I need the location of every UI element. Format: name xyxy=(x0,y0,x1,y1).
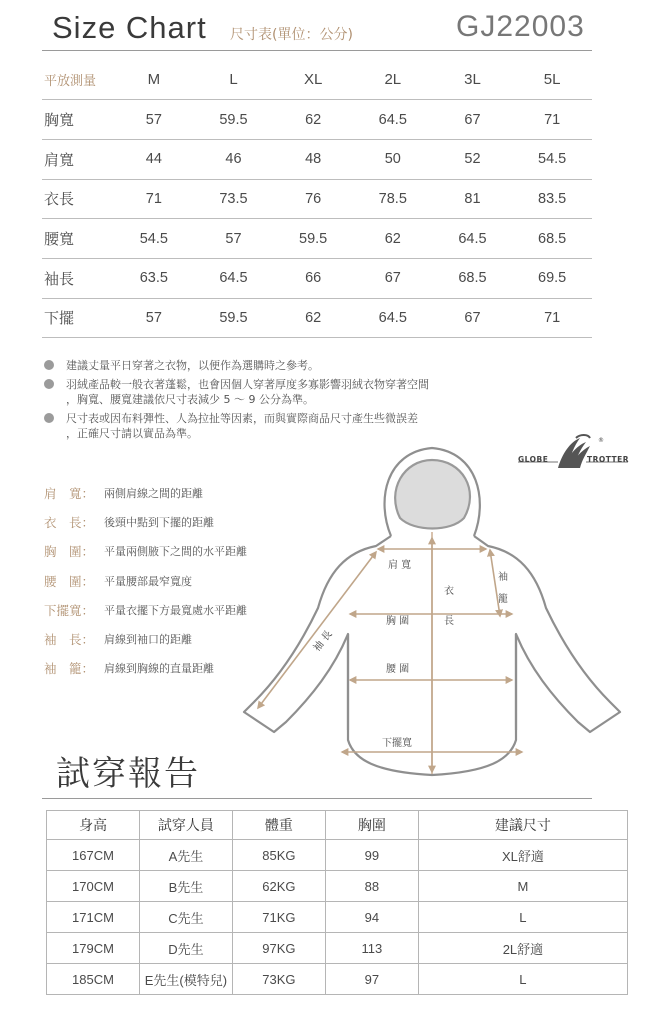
column-header: 體重 xyxy=(232,811,325,840)
definition-text: 肩線到袖口的距離 xyxy=(104,632,192,646)
definition-text: 平量腰部最窄寬度 xyxy=(104,574,192,588)
fitting-report-divider xyxy=(42,798,592,799)
registered-mark: ® xyxy=(598,437,604,444)
definition-text: 兩側肩線之間的距離 xyxy=(104,487,203,500)
notes-list xyxy=(44,358,564,445)
table-cell: 62 xyxy=(273,100,353,140)
measure-label: 衣長 xyxy=(42,179,114,219)
size-header: 3L xyxy=(433,60,513,100)
table-cell: 97 xyxy=(325,964,418,995)
diagram-label-armhole: 袖 xyxy=(498,572,508,583)
table-cell: 83.5 xyxy=(512,179,592,219)
size-header: M xyxy=(114,60,194,100)
table-cell: 167CM xyxy=(47,840,140,871)
table-cell: 71KG xyxy=(232,902,325,933)
note-line: ，胸寬、腰寬建議依尺寸表減少 5 ～ 9 公分為準。 xyxy=(66,393,314,406)
table-cell: 78.5 xyxy=(353,179,433,219)
note-line: ，正確尺寸請以實品為準。 xyxy=(66,427,198,440)
unit-subtitle: 尺寸表(單位：公分) xyxy=(230,27,353,43)
table-cell: 97KG xyxy=(232,933,325,964)
table-cell: 57 xyxy=(114,298,194,338)
size-header: L xyxy=(194,60,274,100)
diagram-label-waist: 腰 圍 xyxy=(386,664,410,675)
table-cell: D先生 xyxy=(139,933,232,964)
table-cell: 59.5 xyxy=(194,100,274,140)
note-item xyxy=(44,377,564,407)
table-cell: C先生 xyxy=(139,902,232,933)
measure-label: 袖長 xyxy=(42,258,114,298)
fitting-report-title: 試穿報告 xyxy=(56,754,200,794)
table-cell: 48 xyxy=(273,139,353,179)
product-code: GJ22003 xyxy=(456,10,585,43)
note-line: 羽絨產品較一般衣著蓬鬆，也會因個人穿著厚度多寡影響羽絨衣物穿著空間 xyxy=(66,378,429,391)
table-row xyxy=(42,100,592,140)
table-row xyxy=(42,219,592,259)
diagram-label-sleeve: 袖 長 xyxy=(311,628,335,654)
header xyxy=(0,0,650,55)
note-line: 尺寸表或因布料彈性、人為拉扯等因素，而與實際商品尺寸產生些微誤差 xyxy=(66,412,418,425)
table-cell: 71 xyxy=(512,100,592,140)
logo-text-left: GLOBE xyxy=(518,455,549,464)
note-item xyxy=(44,358,564,373)
definition-text: 平量兩側腋下之間的水平距離 xyxy=(104,545,247,559)
diagram-label-chest: 胸 圍 xyxy=(386,616,410,627)
table-row xyxy=(42,258,592,298)
table-cell: 94 xyxy=(325,902,418,933)
table-cell: 71 xyxy=(512,298,592,338)
table-cell: XL舒適 xyxy=(418,840,627,871)
size-header: 5L xyxy=(512,60,592,100)
measure-label: 下擺 xyxy=(42,298,114,338)
table-cell: 63.5 xyxy=(114,258,194,298)
definition-text: 平量衣擺下方最寬處水平距離 xyxy=(104,603,247,617)
table-cell: 85KG xyxy=(232,840,325,871)
column-header: 建議尺寸 xyxy=(418,811,627,840)
size-header: XL xyxy=(273,60,353,100)
table-row xyxy=(47,871,628,902)
fitting-header-row xyxy=(47,811,628,840)
table-row xyxy=(47,902,628,933)
size-header: 2L xyxy=(353,60,433,100)
table-cell: 68.5 xyxy=(433,258,513,298)
table-cell: 62 xyxy=(353,219,433,259)
table-cell: 54.5 xyxy=(512,139,592,179)
table-cell: L xyxy=(418,902,627,933)
table-cell: 81 xyxy=(433,179,513,219)
column-header: 身高 xyxy=(47,811,140,840)
column-header: 試穿人員 xyxy=(139,811,232,840)
logo-text-right: TROTTER xyxy=(587,455,630,464)
table-cell: 57 xyxy=(114,100,194,140)
definition-term: 腰 圍： xyxy=(44,573,95,589)
table-cell: 46 xyxy=(194,139,274,179)
table-cell: 69.5 xyxy=(512,258,592,298)
table-cell: 73.5 xyxy=(194,179,274,219)
table-cell: 73KG xyxy=(232,964,325,995)
measure-label: 腰寬 xyxy=(42,219,114,259)
table-row xyxy=(42,139,592,179)
table-cell: 57 xyxy=(194,219,274,259)
table-cell: L xyxy=(418,964,627,995)
table-cell: 64.5 xyxy=(353,100,433,140)
size-table xyxy=(42,60,592,338)
table-cell: 88 xyxy=(325,871,418,902)
table-cell: 64.5 xyxy=(194,258,274,298)
fitting-report-table xyxy=(46,810,628,995)
table-cell: 113 xyxy=(325,933,418,964)
table-cell: 68.5 xyxy=(512,219,592,259)
diagram-label-hem: 下擺寬 xyxy=(382,738,412,749)
table-cell: E先生(模特兒) xyxy=(139,964,232,995)
table-cell: 76 xyxy=(273,179,353,219)
table-cell: M xyxy=(418,871,627,902)
measure-label: 肩寬 xyxy=(42,139,114,179)
definition-term: 衣 長： xyxy=(44,515,95,531)
table-cell: 171CM xyxy=(47,902,140,933)
diagram-label-shoulder: 肩 寬 xyxy=(388,560,412,571)
table-row xyxy=(42,179,592,219)
diagram-label-length: 衣 xyxy=(444,586,454,597)
table-cell: B先生 xyxy=(139,871,232,902)
definition-term: 下擺寬： xyxy=(44,602,95,618)
diagram-label-length: 長 xyxy=(444,616,454,627)
measurement-arrows xyxy=(258,538,522,772)
table-cell: 54.5 xyxy=(114,219,194,259)
table-cell: 62KG xyxy=(232,871,325,902)
page-title: Size Chart xyxy=(52,10,207,45)
jacket-diagram xyxy=(236,440,626,790)
size-table-header-row xyxy=(42,60,592,100)
bullet-dot-icon xyxy=(44,413,54,423)
note-item xyxy=(44,411,564,441)
table-row xyxy=(47,964,628,995)
table-cell: 44 xyxy=(114,139,194,179)
definition-term: 袖 長： xyxy=(44,631,95,647)
table-cell: 59.5 xyxy=(273,219,353,259)
column-header: 胸圍 xyxy=(325,811,418,840)
table-cell: 71 xyxy=(114,179,194,219)
table-row xyxy=(42,298,592,338)
table-cell: 67 xyxy=(433,298,513,338)
table-cell: 64.5 xyxy=(433,219,513,259)
table-cell: 66 xyxy=(273,258,353,298)
table-cell: 185CM xyxy=(47,964,140,995)
table-cell: 62 xyxy=(273,298,353,338)
table-cell: 179CM xyxy=(47,933,140,964)
size-table-corner-label: 平放測量 xyxy=(42,60,114,100)
table-cell: 2L舒適 xyxy=(418,933,627,964)
table-row xyxy=(47,933,628,964)
measure-label: 胸寬 xyxy=(42,100,114,140)
definition-text: 肩線到胸線的直量距離 xyxy=(104,662,214,676)
bullet-dot-icon xyxy=(44,379,54,389)
table-cell: 50 xyxy=(353,139,433,179)
definition-term: 肩 寬： xyxy=(44,486,95,501)
table-row xyxy=(47,840,628,871)
table-cell: 99 xyxy=(325,840,418,871)
bullet-dot-icon xyxy=(44,360,54,370)
header-divider xyxy=(42,50,592,51)
table-cell: 67 xyxy=(433,100,513,140)
diagram-label-armhole: 籠 xyxy=(498,594,508,605)
table-cell: 59.5 xyxy=(194,298,274,338)
table-cell: 170CM xyxy=(47,871,140,902)
table-cell: 52 xyxy=(433,139,513,179)
table-cell: A先生 xyxy=(139,840,232,871)
definition-term: 袖 籠： xyxy=(44,661,95,677)
table-cell: 67 xyxy=(353,258,433,298)
definition-text: 後頸中點到下擺的距離 xyxy=(104,516,214,530)
definition-term: 胸 圍： xyxy=(44,544,95,560)
note-line: 建議丈量平日穿著之衣物，以便作為選購時之參考。 xyxy=(66,359,319,372)
table-cell: 64.5 xyxy=(353,298,433,338)
